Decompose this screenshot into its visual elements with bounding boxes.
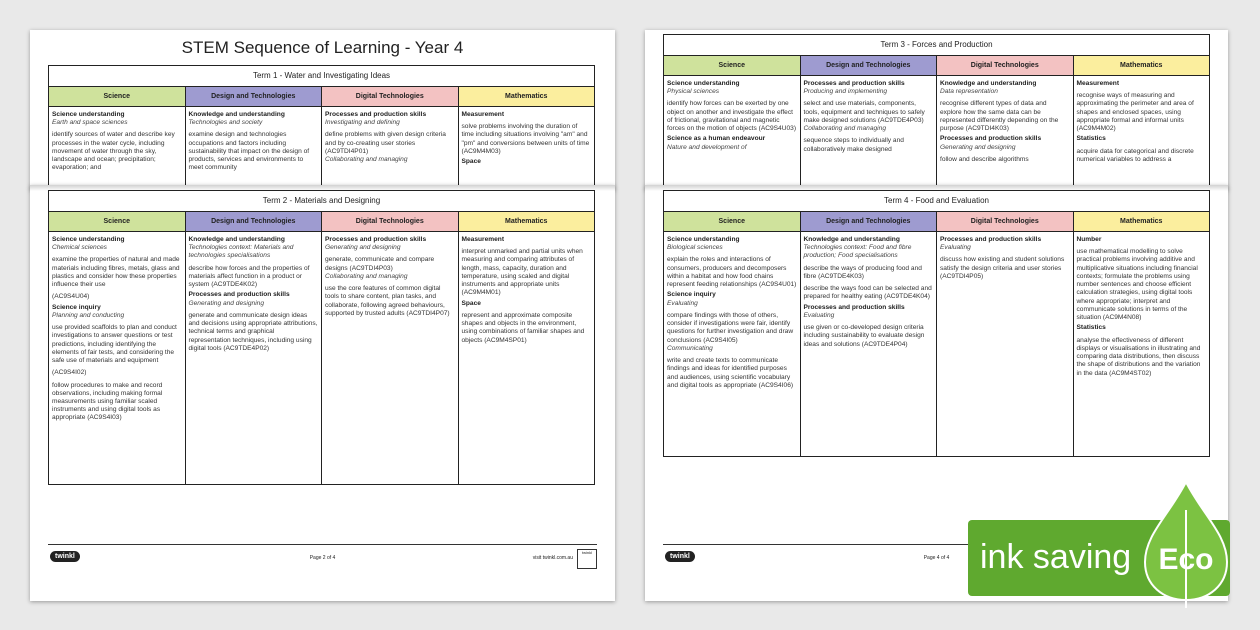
subject-column-design-and-technologies bbox=[186, 107, 323, 190]
strand-heading: Science understanding bbox=[52, 236, 125, 243]
subject-column-science bbox=[664, 76, 801, 190]
strand-heading: Processes and production skills bbox=[940, 236, 1042, 243]
content-description: follow and describe algorithms bbox=[940, 155, 1029, 163]
content-description: use the core features of common digital tools to share content, plan tasks, and collaborate, following agreed behaviours, supported by trusted adults (AC9TDI4P07) bbox=[325, 285, 450, 317]
content-description: examine the properties of natural and made materials including fibres, metals, glass and plastics and consider how these properties influence their use bbox=[52, 256, 180, 289]
sub-strand: Biological sciences bbox=[667, 244, 723, 252]
sub-strand: Evaluating bbox=[940, 244, 971, 252]
page-2 bbox=[30, 185, 615, 601]
sub-strand: Physical sciences bbox=[667, 88, 720, 96]
site-link[interactable]: visit twinkl.com.au bbox=[532, 555, 573, 561]
subject-header-row bbox=[49, 212, 594, 232]
page-overlap-shadow bbox=[645, 185, 1228, 191]
quality-badge-icon: twinkl bbox=[577, 549, 597, 569]
subject-header-design-and-technologies: Design and Technologies bbox=[186, 87, 323, 106]
term-title: Term 3 - Forces and Production bbox=[664, 35, 1209, 56]
page-1-back bbox=[30, 30, 615, 190]
sub-strand: Data representation bbox=[940, 88, 998, 96]
content-description: (AC9S4U04) bbox=[52, 293, 90, 301]
strand-heading: Space bbox=[461, 299, 481, 307]
subject-column-science bbox=[49, 107, 186, 190]
term-title: Term 1 - Water and Investigating Ideas bbox=[49, 66, 594, 87]
subject-header-design-and-technologies: Design and Technologies bbox=[801, 212, 938, 231]
term-title: Term 2 - Materials and Designing bbox=[49, 191, 594, 212]
page-3-back bbox=[645, 30, 1228, 190]
page-overlap-shadow bbox=[30, 185, 615, 191]
strand-heading: Science understanding bbox=[52, 111, 125, 118]
page-number: Page 2 of 4 bbox=[309, 555, 336, 561]
content-description: generate, communicate and compare designs (AC9TDI4P03) bbox=[325, 256, 435, 272]
strand-heading: Processes and production skills bbox=[325, 111, 427, 118]
subject-header-mathematics: Mathematics bbox=[1074, 56, 1210, 75]
subject-header-row bbox=[664, 56, 1209, 76]
subject-column-digital-technologies bbox=[937, 76, 1074, 190]
subject-header-row bbox=[49, 87, 594, 107]
term-table bbox=[48, 190, 595, 485]
subject-header-digital-technologies: Digital Technologies bbox=[322, 212, 459, 231]
sub-strand: Technologies context: Materials and technologies specialisations bbox=[188, 244, 294, 260]
strand-heading: Knowledge and understanding bbox=[803, 236, 900, 243]
content-description: follow procedures to make and record observations, including making formal measurements using familiar scaled instruments and using digital tools as appropriate (AC9S4I03) bbox=[52, 381, 163, 422]
sub-strand: Technologies context: Food and fibre production; Food specialisations bbox=[803, 244, 912, 260]
subject-header-science: Science bbox=[664, 56, 801, 75]
sub-strand: Evaluating bbox=[667, 299, 698, 307]
document-title: STEM Sequence of Learning - Year 4 bbox=[181, 38, 464, 57]
subject-header-digital-technologies: Digital Technologies bbox=[322, 87, 459, 106]
content-description: (AC9S4I02) bbox=[52, 369, 87, 377]
subject-header-digital-technologies: Digital Technologies bbox=[937, 56, 1074, 75]
content-description: analyse the effectiveness of different displays or visualisations in illustrating and comparing data distributions, then discuss the shape of distributions and the variation in the data (AC9M4ST02) bbox=[1076, 336, 1201, 377]
content-description: use provided scaffolds to plan and conduct investigations to answer questions or test predictions, including identifying the elements of fair tests, and considering the safe use of materials and equipment bbox=[52, 324, 177, 365]
strand-heading: Processes and production skills bbox=[940, 135, 1042, 143]
content-description: write and create texts to communicate findings and ideas for identified purposes and audiences, using scientific vocabulary and digital tools as appropriate (AC9S4I06) bbox=[667, 357, 794, 389]
term-content-row bbox=[664, 232, 1209, 456]
strand-heading: Knowledge and understanding bbox=[188, 236, 285, 243]
strand-heading: Processes and production skills bbox=[325, 236, 427, 243]
sub-strand: Nature and development of bbox=[667, 143, 747, 151]
strand-heading: Space bbox=[461, 158, 481, 166]
eco-drop-icon bbox=[1143, 480, 1229, 610]
sub-strand: Generating and designing bbox=[940, 143, 1016, 151]
subject-header-science: Science bbox=[49, 212, 186, 231]
content-description: use given or co-developed design criteria including sustainability to evaluate design ideas and solutions (AC9TDE4P04) bbox=[803, 324, 925, 348]
sub-strand: Earth and space sciences bbox=[52, 119, 128, 127]
strand-heading: Measurement bbox=[461, 111, 505, 118]
strand-heading: Science understanding bbox=[667, 236, 740, 243]
subject-header-design-and-technologies: Design and Technologies bbox=[801, 56, 938, 75]
content-description: acquire data for categorical and discrete numerical variables to address a bbox=[1076, 147, 1194, 163]
subject-header-design-and-technologies: Design and Technologies bbox=[186, 212, 323, 231]
content-description: represent and approximate composite shapes and objects in the environment, using combinations of familiar shapes and objects (AC9M4SP01) bbox=[461, 311, 585, 344]
subject-column-science bbox=[49, 232, 186, 484]
sub-strand: Producing and implementing bbox=[803, 88, 888, 96]
sub-strand: Chemical sciences bbox=[52, 244, 107, 252]
eco-label: Eco bbox=[1158, 543, 1214, 576]
content-description: solve problems involving the duration of time including situations involving "am" and "pm" and conversions between units of time (AC9M4M03) bbox=[461, 123, 590, 155]
subject-column-digital-technologies bbox=[322, 107, 459, 190]
content-description: sequence steps to individually and collaboratively make designed bbox=[803, 137, 904, 153]
term-table bbox=[48, 65, 595, 190]
subject-column-mathematics bbox=[1074, 232, 1210, 456]
sub-strand: Planning and conducting bbox=[52, 311, 125, 319]
content-description: compare findings with those of others, consider if investigations were fair, identify questions for further investigation and draw conclusions (AC9S4I05) bbox=[667, 311, 794, 344]
subject-header-mathematics: Mathematics bbox=[1074, 212, 1210, 231]
content-description: select and use materials, components, tools, equipment and techniques to safely make designed solutions (AC9TDE4P03) bbox=[803, 100, 925, 124]
content-description: recognise different types of data and explore how the same data can be represented differently depending on the purpose (AC9TDI4K03) bbox=[940, 100, 1059, 133]
strand-heading: Measurement bbox=[1076, 80, 1120, 87]
subject-header-science: Science bbox=[664, 212, 801, 231]
sub-strand: Evaluating bbox=[803, 311, 835, 319]
strand-heading: Processes and production skills bbox=[803, 303, 905, 311]
term-title: Term 4 - Food and Evaluation bbox=[664, 191, 1209, 212]
term-table bbox=[663, 190, 1210, 457]
content-description: discuss how existing and student solutions satisfy the design criteria and user stories (AC9TDI4P05) bbox=[940, 256, 1065, 280]
content-description: identify sources of water and describe key processes in the water cycle, including movement of water through the sky, landscape and ocean; precipitation; evaporation; and bbox=[52, 131, 175, 172]
subject-header-mathematics: Mathematics bbox=[459, 87, 595, 106]
twinkl-logo: twinkl bbox=[665, 551, 695, 562]
subject-column-design-and-technologies bbox=[801, 232, 938, 456]
content-description: use mathematical modelling to solve practical problems involving additive and multiplicative situations including financial contexts; formulate the problems using number sentences and choose efficient calculation strategies, using digital tools where appropriate; interpret and communicate solutions in terms of the situation (AC9M4N08) bbox=[1076, 248, 1198, 322]
term-content-row bbox=[49, 232, 594, 484]
subject-column-mathematics bbox=[1074, 76, 1210, 190]
subject-column-digital-technologies bbox=[322, 232, 459, 484]
strand-heading: Processes and production skills bbox=[803, 80, 905, 87]
strand-heading: Measurement bbox=[461, 236, 505, 243]
page-number: Page 4 of 4 bbox=[923, 555, 950, 561]
sub-strand: Collaborating and managing bbox=[325, 272, 408, 280]
subject-header-digital-technologies: Digital Technologies bbox=[937, 212, 1074, 231]
content-description: explain the roles and interactions of consumers, producers and decomposers within a habitat and how food chains represent feeding relationships (AC9S4U01) bbox=[667, 256, 797, 289]
ink-saving-text: ink saving bbox=[980, 538, 1132, 576]
strand-heading: Knowledge and understanding bbox=[940, 80, 1037, 87]
subject-column-design-and-technologies bbox=[801, 76, 938, 190]
subject-column-digital-technologies bbox=[937, 232, 1074, 456]
strand-heading: Statistics bbox=[1076, 324, 1106, 332]
sub-strand: Generating and designing bbox=[188, 299, 265, 307]
term-table bbox=[663, 34, 1210, 190]
content-description: examine design and technologies occupations and factors including sustainability that impact on the design of products, services and environments to meet community bbox=[188, 131, 310, 172]
strand-heading: Number bbox=[1076, 236, 1102, 243]
content-description: identify how forces can be exerted by one object on another and investigate the effect of frictional, gravitational and magnetic forces on the motion of objects (AC9S4U03) bbox=[667, 100, 797, 133]
sub-strand: Collaborating and managing bbox=[803, 125, 886, 133]
subject-column-mathematics bbox=[459, 232, 595, 484]
strand-heading: Processes and production skills bbox=[188, 291, 290, 299]
strand-heading: Science inquiry bbox=[667, 291, 716, 299]
content-description: define problems with given design criteria and by co-creating user stories (AC9TDI4P01) bbox=[325, 131, 446, 155]
subject-header-mathematics: Mathematics bbox=[459, 212, 595, 231]
strand-heading: Science understanding bbox=[667, 80, 740, 87]
content-description: generate and communicate design ideas and decisions using appropriate attributions, technical terms and graphical representation techniques, including using digital tools (AC9TDE4P02) bbox=[188, 311, 318, 352]
sub-strand: Generating and designing bbox=[325, 244, 401, 252]
content-description: describe the ways food can be selected and prepared for healthy eating (AC9TDE4K04) bbox=[803, 285, 932, 301]
content-description: interpret unmarked and partial units when measuring and comparing attributes of length, mass, capacity, duration and temperature, using scaled and digital instruments and appropriate units (AC9M4M01) bbox=[461, 248, 583, 297]
sub-strand: Technologies and society bbox=[188, 119, 263, 127]
content-description: recognise ways of measuring and approximating the perimeter and area of shapes and enclosed spaces, using appropriate formal and informal units (AC9M4M02) bbox=[1076, 92, 1194, 133]
sub-strand: Communicating bbox=[667, 344, 713, 352]
page-footer bbox=[48, 544, 597, 571]
content-description: describe the ways of producing food and fibre (AC9TDE4K03) bbox=[803, 264, 922, 280]
term-content-row bbox=[664, 76, 1209, 190]
strand-heading: Science inquiry bbox=[52, 303, 101, 311]
subject-column-science bbox=[664, 232, 801, 456]
subject-header-science: Science bbox=[49, 87, 186, 106]
sub-strand: Collaborating and managing bbox=[325, 156, 408, 164]
strand-heading: Statistics bbox=[1076, 135, 1106, 143]
subject-header-row bbox=[664, 212, 1209, 232]
content-description: describe how forces and the properties of materials affect function in a product or system (AC9TDE4K02) bbox=[188, 264, 310, 289]
term-content-row bbox=[49, 107, 594, 190]
subject-column-mathematics bbox=[459, 107, 595, 190]
subject-column-design-and-technologies bbox=[186, 232, 323, 484]
strand-heading: Science as a human endeavour bbox=[667, 135, 766, 143]
strand-heading: Knowledge and understanding bbox=[188, 111, 285, 118]
sub-strand: Investigating and defining bbox=[325, 119, 400, 127]
twinkl-logo: twinkl bbox=[50, 551, 80, 562]
